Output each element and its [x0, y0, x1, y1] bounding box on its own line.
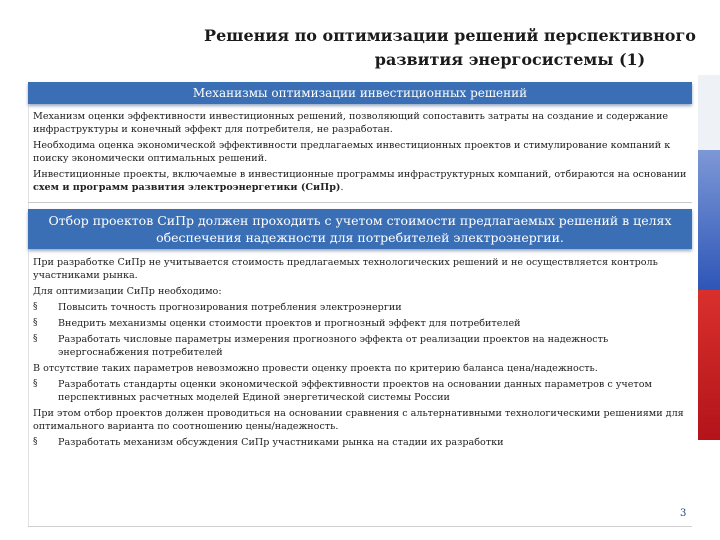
section2-paragraph-2: Для оптимизации СиПр необходимо:	[33, 286, 222, 297]
section2-paragraph-1: При разработке СиПр не учитывается стоимость предлагаемых технологических решений и не осуществляется контроль участниками рынка.	[33, 257, 658, 281]
section1-text	[33, 110, 693, 197]
section1-paragraph-1: Механизм оценки эффективности инвестиционных решений, позволяющий сопоставить затраты на создание и содержание инфраструктуры и конечный эффект для потребителя, не разработан.	[33, 111, 669, 135]
section1-paragraph-3-start: Инвестиционные проекты, включаемые в инвестиционные программы инфраструктурных компаний, отбираются на основании	[33, 169, 687, 180]
section2-bullet-5: § Разработать механизм обсуждения СиПр участниками рынка на стадии их разработки	[33, 436, 693, 449]
section2-paragraph-4: При этом отбор проектов должен проводиться на основании сравнения с альтернативными технологическими решениями для оптимального варианта по соотношению цены/надежность.	[33, 408, 684, 432]
section2-bullet-2: § Внедрить механизмы оценки стоимости проектов и прогнозный эффект для потребителей	[33, 317, 693, 330]
section-header-selection-line1: Отбор проектов СиПр должен проходить с учетом стоимости предлагаемых решений в целях	[48, 213, 672, 228]
section-header-selection-line2: обеспечения надежности для потребителей электроэнергии.	[156, 230, 564, 245]
slide-title-line1: Решения по оптимизации решений перспективного	[204, 26, 696, 45]
section2-bullet-4: § Разработать стандарты оценки экономической эффективности проектов на основании данных параметров с учетом перспективных расчетных моделей Единой энергетической системы России	[33, 378, 693, 404]
section-header-selection	[28, 209, 692, 249]
section2-paragraph-3: В отсутствие таких параметров невозможно провести оценку проекта по критерию баланса цена/надежность.	[33, 363, 598, 374]
divider	[28, 202, 692, 203]
flag-stripe-white	[698, 75, 720, 150]
section1-paragraph-2: Необходима оценка экономической эффективности предлагаемых инвестиционных проектов и стимулирование компаний к поиску экономически оптимальных решений.	[33, 140, 671, 164]
section-header-mechanisms: Механизмы оптимизации инвестиционных решений	[28, 82, 692, 104]
section2-text	[33, 256, 693, 452]
flag-stripe-blue	[698, 150, 720, 290]
flag-stripe-red	[698, 290, 720, 440]
content-frame-bottom	[28, 526, 692, 527]
section1-paragraph-3-end: .	[340, 182, 344, 193]
slide-title	[160, 24, 720, 72]
section1-paragraph-3	[33, 168, 693, 194]
page-number: 3	[680, 508, 687, 519]
section2-bullet-1: § Повысить точность прогнозирования потребления электроэнергии	[33, 301, 693, 314]
content-frame-left	[28, 82, 29, 526]
section2-bullet-3: § Разработать числовые параметры измерения прогнозного эффекта от реализации проектов на надежность энергоснабжения потребителей	[33, 333, 693, 359]
slide-title-line2: развития энергосистемы (1)	[374, 50, 646, 69]
section1-paragraph-3-bold: схем и программ развития электроэнергетики (СиПр)	[33, 182, 341, 193]
